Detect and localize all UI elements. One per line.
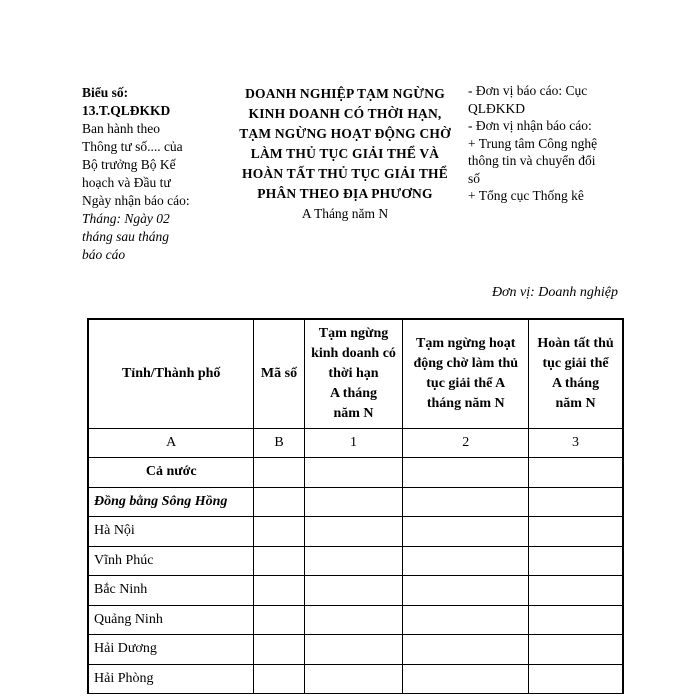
table-cell — [304, 458, 403, 488]
table-cell — [304, 576, 403, 606]
header-col1 — [304, 319, 403, 429]
header-col2 — [403, 319, 529, 429]
form-info — [82, 84, 212, 264]
table-cell — [254, 458, 304, 488]
code-cell: 2 — [403, 429, 529, 458]
header-col2-line: tục giải thể A — [426, 376, 506, 391]
table-cell — [529, 487, 623, 517]
table-row — [88, 635, 623, 665]
header-col3-line: Hoàn tất thủ — [537, 336, 614, 351]
table-cell — [254, 517, 304, 547]
table-cell — [403, 487, 529, 517]
issued-line: Bộ trưởng Bộ Kế — [82, 157, 176, 172]
table-cell — [254, 487, 304, 517]
report-title — [215, 84, 475, 224]
province-label: Hà Nội — [88, 517, 254, 547]
code-row — [88, 429, 623, 458]
title-line: DOANH NGHIỆP TẠM NGỪNG — [245, 86, 445, 101]
table-cell — [254, 576, 304, 606]
table-cell — [403, 458, 529, 488]
header-col3-line: A tháng — [552, 376, 600, 391]
issued-line: Ban hành theo — [82, 121, 160, 136]
code-cell: 3 — [529, 429, 623, 458]
header-col3-line: tục giải thể — [542, 356, 609, 371]
province-label: Bắc Ninh — [88, 576, 254, 606]
header-col3 — [529, 319, 623, 429]
table-cell — [304, 517, 403, 547]
table-row — [88, 546, 623, 576]
report-table — [87, 318, 624, 694]
province-label: Vĩnh Phúc — [88, 546, 254, 576]
header-row — [88, 319, 623, 429]
table-cell — [529, 546, 623, 576]
receiving-unit-line: thông tin và chuyển đổi — [468, 153, 596, 168]
table-cell — [304, 546, 403, 576]
table-cell — [403, 517, 529, 547]
table-cell — [304, 635, 403, 665]
report-period: A Tháng năm N — [301, 206, 389, 221]
receiving-unit-line: + Trung tâm Công nghệ — [468, 135, 598, 151]
receiving-unit-2: + Tổng cục Thống kê — [468, 188, 584, 203]
table-row — [88, 605, 623, 635]
table-cell — [304, 605, 403, 635]
header-col2-line: Tạm ngừng hoạt — [416, 336, 516, 351]
unit-note: Đơn vị: Doanh nghiệp — [491, 285, 618, 300]
date-label: Ngày nhận báo cáo: — [82, 193, 190, 208]
table-cell — [254, 635, 304, 665]
total-label: Cả nước — [88, 458, 254, 488]
table-row — [88, 487, 623, 517]
title-line: LÀM THỦ TỤC GIẢI THỂ VÀ — [250, 146, 440, 161]
table-cell — [529, 635, 623, 665]
header-col1-line: Tạm ngừng — [318, 326, 389, 341]
table-cell — [529, 576, 623, 606]
table-cell — [254, 605, 304, 635]
date-value-line: báo cáo — [82, 247, 126, 262]
header-col1-line: thời hạn — [328, 366, 379, 381]
date-value-line: Tháng: Ngày 02 — [82, 211, 170, 226]
table-cell — [529, 664, 623, 694]
form-number: 13.T.QLĐKKD — [82, 103, 171, 118]
title-line: PHÂN THEO ĐỊA PHƯƠNG — [257, 186, 433, 201]
table-cell — [254, 546, 304, 576]
title-line: TẠM NGỪNG HOẠT ĐỘNG CHỜ — [239, 126, 451, 141]
header-province: Tỉnh/Thành phố — [88, 319, 254, 429]
reporting-unit-line: QLĐKKD — [468, 100, 525, 116]
region-label: Đồng bằng Sông Hồng — [88, 487, 254, 517]
table-cell — [403, 546, 529, 576]
table-cell — [403, 605, 529, 635]
issued-line: hoạch và Đầu tư — [82, 175, 171, 190]
code-cell: B — [254, 429, 304, 458]
table-cell — [529, 605, 623, 635]
table-cell — [529, 458, 623, 488]
title-line: HOÀN TẤT THỦ TỤC GIẢI THỂ — [242, 166, 448, 181]
table-row — [88, 458, 623, 488]
header-col2-line: động chờ làm thủ — [413, 356, 519, 371]
code-cell: 1 — [304, 429, 403, 458]
header-col2-line: tháng năm N — [426, 396, 505, 411]
table-cell — [403, 576, 529, 606]
code-cell: A — [88, 429, 254, 458]
table-cell — [403, 635, 529, 665]
province-label: Quảng Ninh — [88, 605, 254, 635]
reporting-unit-line: - Đơn vị báo cáo: Cục — [468, 83, 588, 98]
date-value-line: tháng sau tháng — [82, 229, 170, 244]
receiving-label: - Đơn vị nhận báo cáo: — [468, 118, 592, 133]
table-row — [88, 664, 623, 694]
header-col3-line: năm N — [555, 396, 596, 411]
title-line: KINH DOANH CÓ THỜI HẠN, — [248, 106, 442, 121]
receiving-unit-line: số — [468, 170, 481, 186]
table-cell — [254, 664, 304, 694]
table-cell — [304, 664, 403, 694]
province-label: Hải Phòng — [88, 664, 254, 694]
reporting-units — [468, 82, 628, 205]
table-cell — [529, 517, 623, 547]
table-cell — [304, 487, 403, 517]
province-label: Hải Dương — [88, 635, 254, 665]
table-cell — [403, 664, 529, 694]
header-col1-line: kinh doanh có — [311, 346, 396, 361]
form-label: Biểu số: — [82, 85, 129, 100]
header-col1-line: năm N — [333, 406, 374, 421]
header-col1-line: A tháng — [329, 386, 378, 401]
header-code: Mã số — [254, 319, 304, 429]
table-row — [88, 576, 623, 606]
table-row — [88, 517, 623, 547]
issued-line: Thông tư số.... của — [82, 139, 183, 154]
